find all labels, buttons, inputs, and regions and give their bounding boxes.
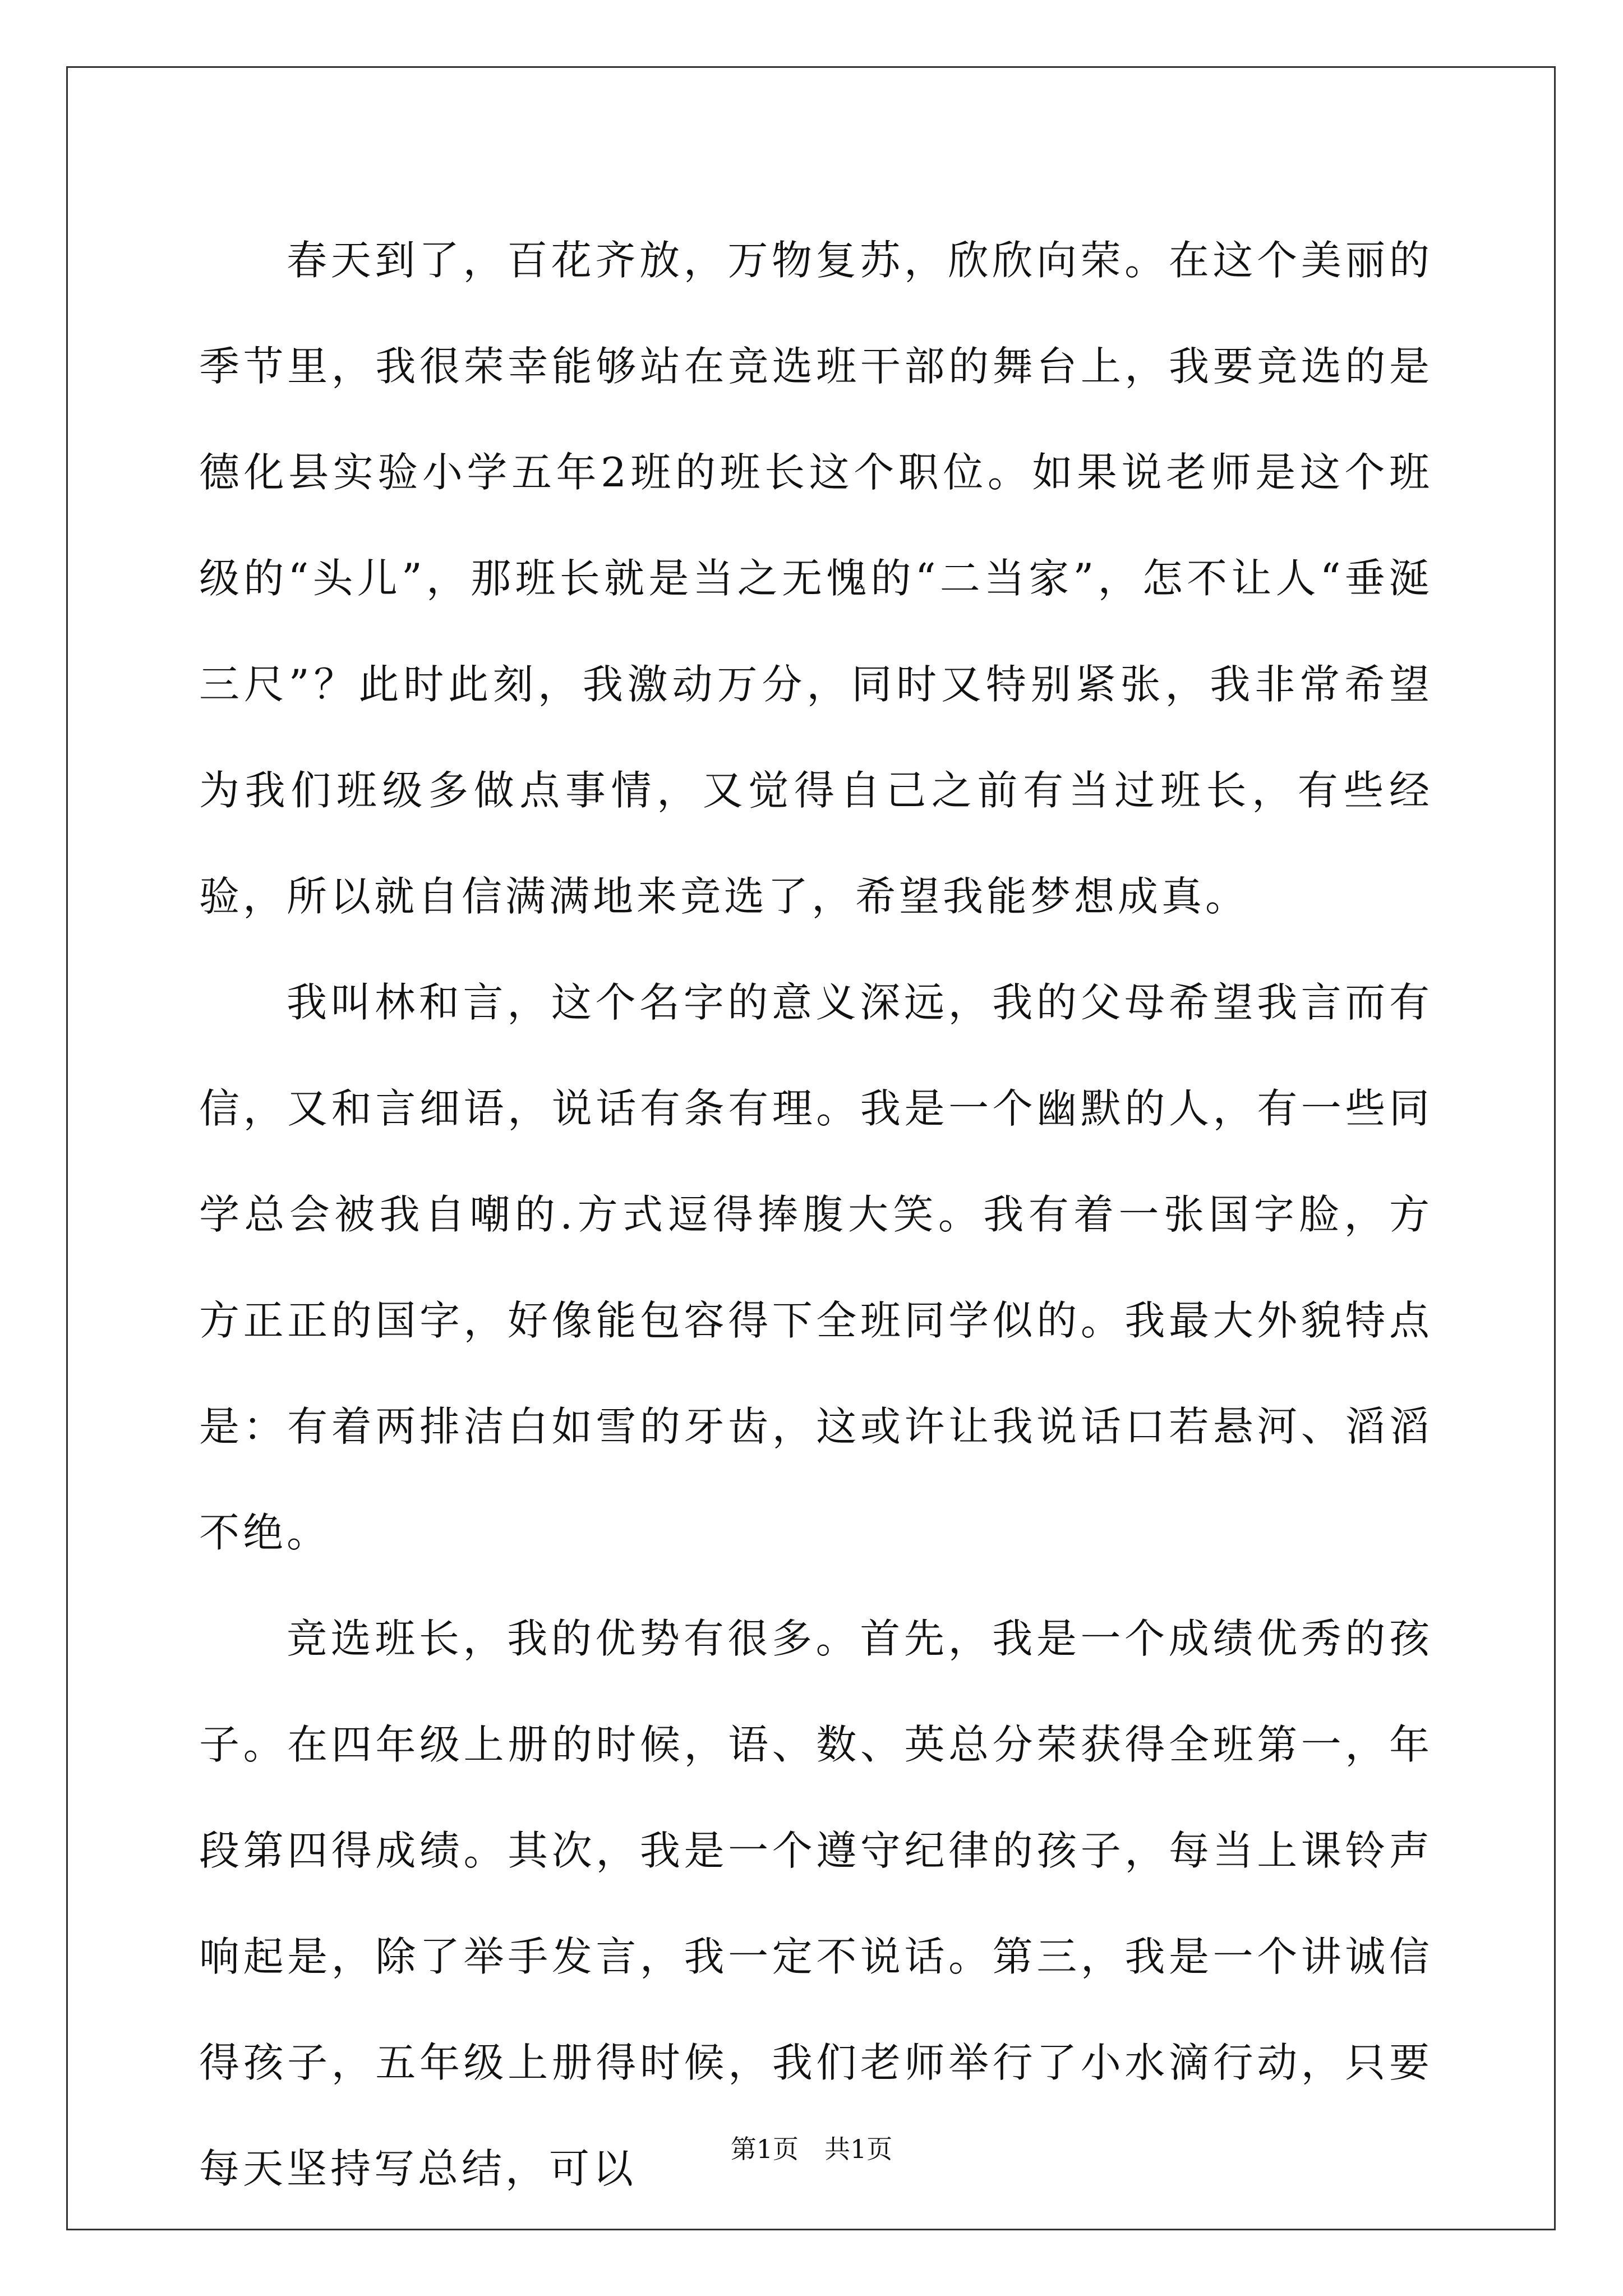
paragraph-3: 竞选班长，我的优势有很多。首先，我是一个成绩优秀的孩子。在四年级上册的时候，语、数、英总分荣获得全班第一，年段第四得成绩。其次，我是一个遵守纪律的孩子，每当上课铃声响起是，除了举手发言，我一定不说话。第三，我是一个讲诚信得孩子，五年级上册得时候，我们老师举行了小水滴行动，只要每天坚持写总结，可以 <box>199 1615 1433 2192</box>
page-footer: 第1页 共1页 <box>730 2134 893 2164</box>
document-body <box>199 208 1433 2222</box>
paragraph-2: 我叫林和言，这个名字的意义深远，我的父母希望我言而有信，又和言细语，说话有条有理。我是一个幽默的人，有一些同学总会被我自嘲的.方式逗得捧腹大笑。我有着一张国字脸，方方正正的国字，好像能包容得下全班同学似的。我最大外貌特点是：有着两排洁白如雪的牙齿，这或许让我说话口若悬河、滔滔不绝。 <box>199 979 1433 1556</box>
paragraph-1: 春天到了，百花齐放，万物复苏，欣欣向荣。在这个美丽的季节里，我很荣幸能够站在竞选班干部的舞台上，我要竞选的是德化县实验小学五年2班的班长这个职位。如果说老师是这个班级的“头儿”，那班长就是当之无愧的“二当家”，怎不让人“垂涎三尺”？此时此刻，我激动万分，同时又特别紧张，我非常希望为我们班级多做点事情，又觉得自己之前有当过班长，有些经验，所以就自信满满地来竞选了，希望我能梦想成真。 <box>199 237 1433 920</box>
